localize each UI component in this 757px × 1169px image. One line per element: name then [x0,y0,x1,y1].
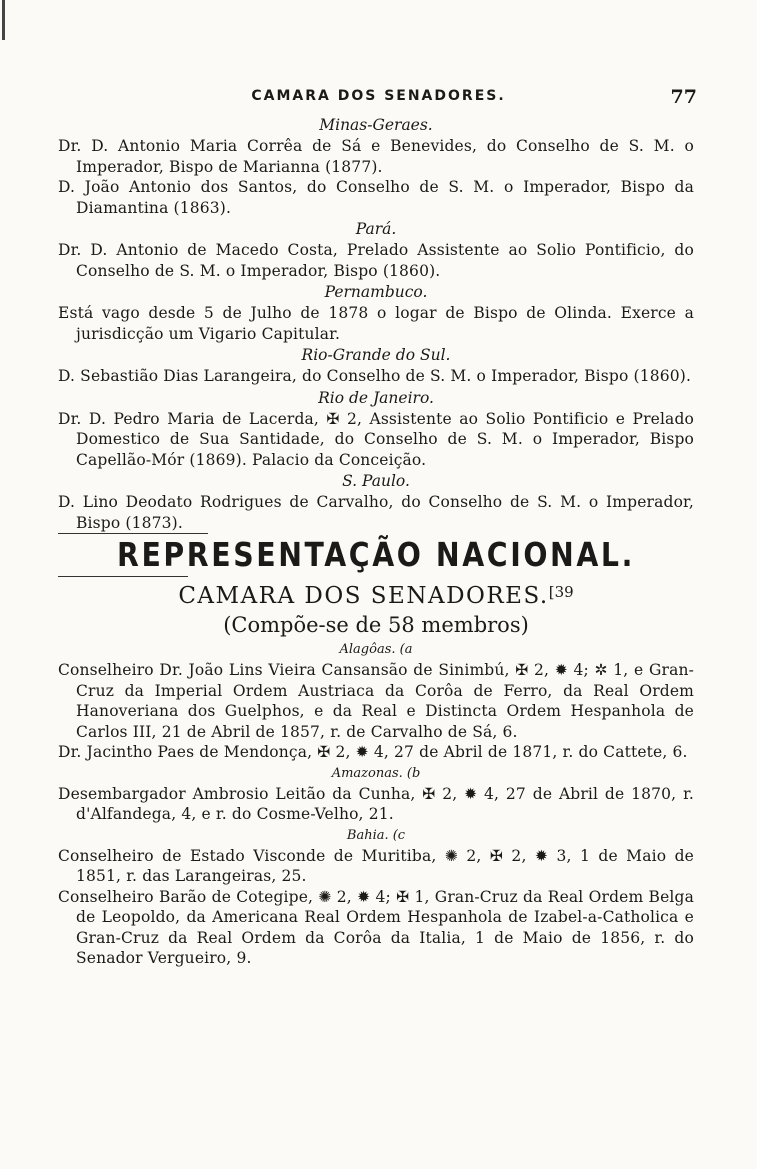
chamber-title-text: CAMARA DOS SENADORES. [178,583,549,609]
region-heading-sao-paulo: S. Paulo. [342,472,410,490]
entry: Está vago desde 5 de Julho de 1878 o logar de Bispo de Olinda. Exerce a jurisdicção um Vigario Capitular. [58,304,694,343]
members-count: (Compõe-se de 58 membros) [223,613,529,637]
page-number: 77 [670,86,697,108]
entry: Dr. Jacintho Paes de Mendonça, ✠ 2, ✹ 4, 27 de Abril de 1871, r. do Cattete, 6. [58,743,688,761]
region-heading-rio-de-janeiro: Rio de Janeiro. [318,388,434,407]
region-heading-amazonas: Amazonas. (b [331,765,421,781]
region-heading-bahia: Bahia. (c [346,827,406,843]
entry: Conselheiro de Estado Visconde de Muritiba, ✺ 2, ✠ 2, ✹ 3, 1 de Maio de 1851, r. das Larangeiras, 25. [58,846,694,885]
region-heading-para: Pará. [355,220,397,238]
section-title: REPRESENTAÇÃO NACIONAL. [117,535,635,574]
entry: D. Lino Deodato Rodrigues de Carvalho, do Conselho de S. M. o Imperador, Bispo (1873). [58,493,694,532]
region-heading-rio-grande-do-sul: Rio-Grande do Sul. [301,346,451,364]
entry: Dr. D. Pedro Maria de Lacerda, ✠ 2, Assistente ao Solio Pontificio e Prelado Domestico de Sua Santidade, do Conselho de S. M. o Imperador, Bispo Capellão-Mór (1869). Palacio da Conceição. [58,409,694,469]
running-head-title: CAMARA DOS SENADORES. [251,88,506,104]
scan-margin-mark [2,0,5,40]
page-content [58,114,694,969]
running-head [60,88,697,110]
entry: Desembargador Ambrosio Leitão da Cunha, ✠ 2, ✹ 4, 27 de Abril de 1870, r. d'Alfandega, 4, e r. do Cosme-Velho, 21. [58,784,694,823]
chamber-footnote-ref: [39 [548,583,574,601]
entry: Conselheiro Barão de Cotegipe, ✺ 2, ✹ 4; ✠ 1, Gran-Cruz da Real Ordem Belga de Leopoldo, da Americana Real Ordem Hespanhola de Izabel-a-Catholica e Gran-Cruz da Real Ordem da Corôa da Italia, 1 de Maio de 1856, r. do Senador Vergueiro, 9. [58,887,694,967]
entry: D. João Antonio dos Santos, do Conselho de S. M. o Imperador, Bispo da Diamantina (1863). [58,178,694,217]
entry: Dr. D. Antonio Maria Corrêa de Sá e Benevides, do Conselho de S. M. o Imperador, Bispo de Marianna (1877). [58,137,694,176]
chamber-title [58,577,694,611]
entry: Conselheiro Dr. João Lins Vieira Cansansão de Sinimbú, ✠ 2, ✹ 4; ✲ 1, e Gran-Cruz da Imperial Ordem Austriaca da Corôa de Ferro, da Real Ordem Hanoveriana dos Guelphos, e da Real e Distincta Ordem Hespanhola de Carlos III, 21 de Abril de 1857, r. de Carvalho de Sá, 6. [58,661,694,741]
entry: D. Sebastião Dias Larangeira, do Conselho de S. M. o Imperador, Bispo (1860). [58,367,692,385]
region-heading-minas: Minas-Geraes. [319,116,433,134]
region-heading-pernambuco: Pernambuco. [324,283,428,301]
entry: Dr. D. Antonio de Macedo Costa, Prelado Assistente ao Solio Pontificio, do Conselho de S. M. o Imperador, Bispo (1860). [58,241,694,280]
region-heading-alagoas: Alagôas. (a [339,642,413,657]
